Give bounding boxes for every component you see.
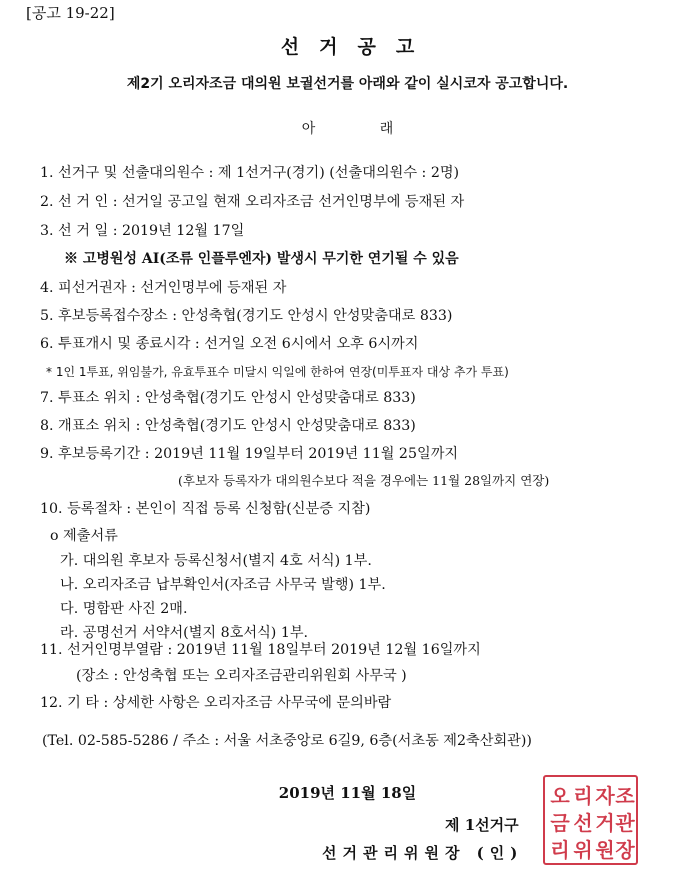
svg-text:원: 원 [595, 838, 615, 862]
item-11-place: (장소 : 안성축협 또는 오리자조금관리위원회 사무국 ) [76, 668, 407, 684]
svg-text:오: 오 [550, 784, 570, 808]
page-title: 선거공고 [280, 36, 435, 58]
item-12-other: 12. 기 타 : 상세한 사항은 오리자조금 사무국에 문의바람 [40, 695, 392, 711]
svg-text:리: 리 [550, 838, 570, 862]
item-10-document-c: 다. 명함판 사진 2매. [60, 601, 188, 617]
svg-text:조: 조 [615, 784, 635, 808]
item-4-eligible: 4. 피선거권자 : 선거인명부에 등재된 자 [40, 280, 287, 296]
item-2-voters: 2. 선 거 인 : 선거일 공고일 현재 오리자조금 선거인명부에 등재된 자 [40, 194, 465, 210]
page-subtitle: 제2기 오리자조금 대의원 보궐선거를 아래와 같이 실시코자 공고합니다. [126, 76, 569, 92]
item-6-vote-note: * 1인 1투표, 위임불가, 유효투표수 미달시 익일에 한하여 연장(미투표자 대상 추가 투표) [46, 365, 509, 379]
svg-text:선: 선 [573, 811, 593, 835]
official-seal-stamp [543, 775, 638, 865]
item-10-document-b: 나. 오리자조금 납부확인서(자조금 사무국 발행) 1부. [60, 577, 386, 593]
svg-text:자: 자 [595, 784, 615, 808]
svg-text:리: 리 [573, 784, 593, 808]
item-10-document-a: 가. 대의원 후보자 등록신청서(별지 4호 서식) 1부. [60, 553, 372, 569]
item-8-counting-place: 8. 개표소 위치 : 안성축협(경기도 안성시 안성맞춤대로 833) [40, 418, 416, 434]
notice-date: 2019년 11월 18일 [278, 784, 417, 802]
district-name: 제 1선거구 [445, 816, 519, 834]
item-10-document-d: 라. 공명선거 서약서(별지 8호서식) 1부. [60, 625, 309, 641]
svg-text:금: 금 [550, 811, 570, 835]
chairman-signature: 선거관리위원장 (인) [322, 844, 524, 862]
item-9-extension-note: (후보자 등록자가 대의원수보다 적을 경우에는 11월 28일까지 연장) [178, 473, 550, 488]
svg-text:거: 거 [595, 811, 615, 835]
item-5-registration-place: 5. 후보등록접수장소 : 안성축협(경기도 안성시 안성맞춤대로 833) [40, 308, 453, 324]
item-3-postpone-note: ※ 고병원성 AI(조류 인플루엔자) 발생시 무기한 연기될 수 있음 [64, 251, 459, 267]
item-11-roll-inspection: 11. 선거인명부열람 : 2019년 11월 18일부터 2019년 12월 16일까지 [40, 642, 481, 658]
contact-info: (Tel. 02-585-5286 / 주소 : 서울 서초중앙로 6길9, 6층(서초동 제2축산회관)) [42, 733, 532, 749]
below-heading: 아 래 [301, 121, 394, 137]
svg-text:위: 위 [573, 838, 593, 862]
notice-number: [공고 19-22] [26, 4, 115, 22]
item-6-voting-hours: 6. 투표개시 및 종료시각 : 선거일 오전 6시에서 오후 6시까지 [40, 336, 419, 352]
item-1-district: 1. 선거구 및 선출대의원수 : 제 1선거구(경기) (선출대의원수 : 2명) [40, 165, 460, 181]
item-3-election-date: 3. 선 거 일 : 2019년 12월 17일 [40, 223, 245, 239]
svg-text:장: 장 [615, 838, 635, 862]
item-9-registration-period: 9. 후보등록기간 : 2019년 11월 19일부터 2019년 11월 25일까지 [40, 446, 459, 462]
item-10-documents-heading: o 제출서류 [50, 528, 118, 544]
item-7-polling-place: 7. 투표소 위치 : 안성축협(경기도 안성시 안성맞춤대로 833) [40, 390, 416, 406]
item-10-procedure: 10. 등록절차 : 본인이 직접 등록 신청함(신분증 지참) [40, 501, 371, 517]
seal-lettering [545, 777, 636, 863]
svg-text:관: 관 [615, 811, 635, 835]
